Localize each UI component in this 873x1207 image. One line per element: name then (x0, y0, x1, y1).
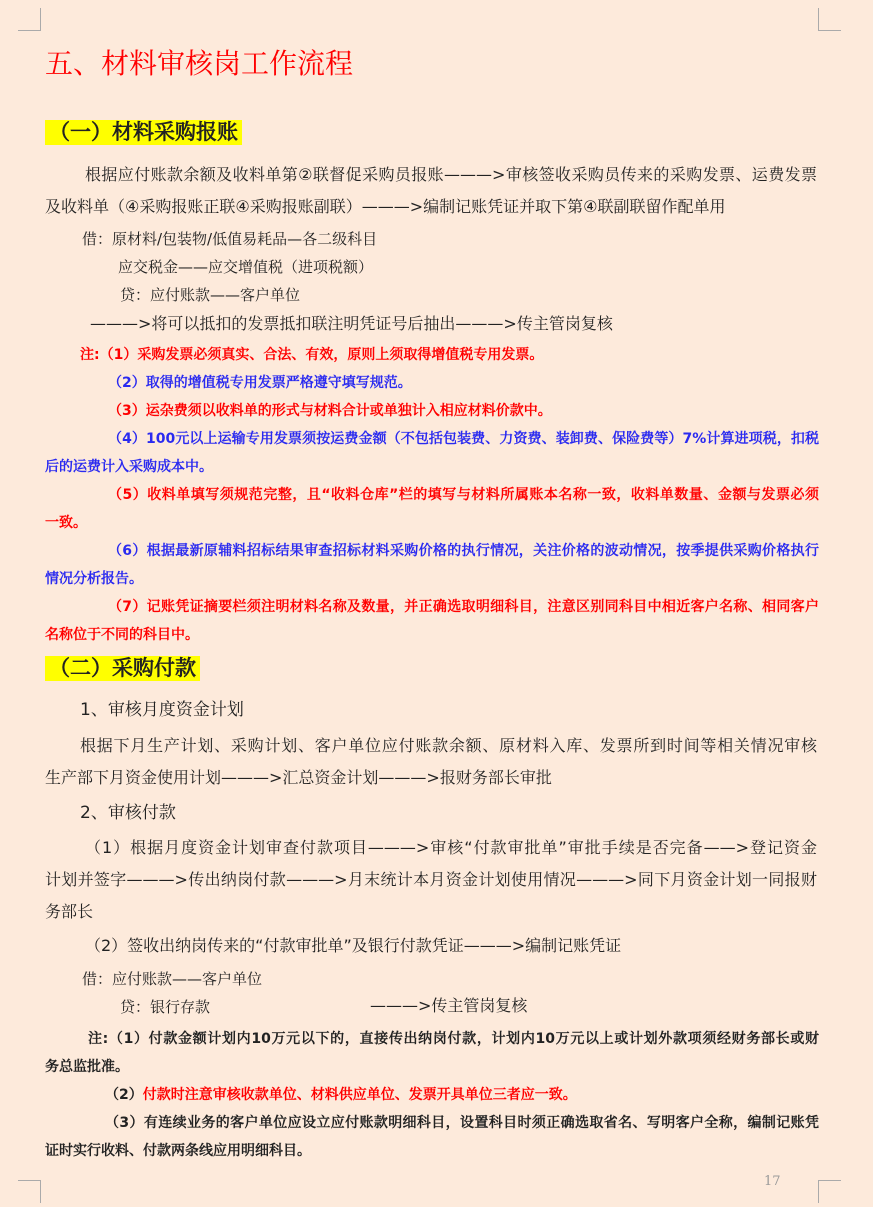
corner-mark (818, 1180, 841, 1203)
note-line: （4）100元以上运输专用发票须按运费金额（不包括包装费、力资费、装卸费、保险费等）7%计算进项税，扣税 (108, 431, 819, 447)
corner-mark (18, 8, 41, 31)
body-line: 生产部下月资金使用计划———>汇总资金计划———>报财务部长审批 (45, 768, 552, 787)
note-line: （3）运杂费须以收料单的形式与材料合计或单独计入相应材料价款中。 (108, 403, 552, 419)
note-line: （6）根据最新原辅料招标结果审查招标材料采购价格的执行情况，关注价格的波动情况，按季提供采购价格执行 (108, 543, 819, 559)
body-line: 及收料单（④采购报账正联④采购报账副联）———>编制记账凭证并取下第④联副联留作配单用 (45, 197, 726, 216)
note-text: 付款时注意审核收款单位、材料供应单位、发票开具单位三者应一致。 (142, 1087, 577, 1103)
journal-debit: 应交税金——应交增值税（进项税额） (118, 258, 374, 276)
note-line: （3）有连续业务的客户单位应设立应付账款明细科目，设置科目时须正确选取省名、写明客户全称，编制记账凭 (105, 1115, 819, 1131)
note-line: （7）记账凭证摘要栏须注明材料名称及数量，并正确选取明细科目，注意区别同科目中相近客户名称、相同客户 (108, 599, 819, 615)
note-number: （2） (105, 1087, 143, 1103)
corner-mark (18, 1180, 41, 1203)
subheading: 2、审核付款 (80, 803, 176, 823)
journal-credit: 贷：应付账款——客户单位 (120, 286, 301, 304)
note-line: 注:（1）采购发票必须真实、合法、有效，原则上须取得增值税专用发票。 (80, 347, 544, 363)
note-line: （5）收料单填写须规范完整，且“收料仓库”栏的填写与材料所属账本名称一致，收料单数量、金额与发票必须 (108, 487, 819, 503)
note-line: 注:（1）付款金额计划内10万元以下的，直接传出纳岗付款，计划内10万元以上或计划外款项须经财务部长或财 (88, 1031, 819, 1047)
note-line: 务总监批准。 (45, 1059, 129, 1075)
section-heading: （一）材料采购报账 (45, 120, 242, 145)
body-line: 根据应付账款余额及收料单第②联督促采购员报账———>审核签收采购员传来的采购发票、运费发票 (85, 165, 817, 184)
body-line: 计划并签字———>传出纳岗付款———>月末统计本月资金计划使用情况———>同下月资金计划一同报财 (45, 870, 817, 889)
note-line: 一致。 (45, 515, 87, 531)
journal-debit: 借：应付账款——客户单位 (82, 970, 263, 988)
note-line: 情况分析报告。 (45, 571, 143, 587)
note-line (105, 1087, 577, 1104)
note-line: （2）取得的增值税专用发票严格遵守填写规范。 (108, 375, 412, 391)
subheading: 1、审核月度资金计划 (80, 700, 244, 720)
section-heading: （二）采购付款 (45, 656, 200, 681)
body-line: 根据下月生产计划、采购计划、客户单位应付账款余额、原材料入库、发票所到时间等相关情况审核 (80, 736, 817, 755)
note-line: 名称位于不同的科目中。 (45, 627, 199, 643)
corner-mark (818, 8, 841, 31)
body-line: （2）签收出纳岗传来的“付款审批单”及银行付款凭证———>编制记账凭证 (85, 936, 622, 955)
note-line: 证时实行收料、付款两条线应用明细科目。 (45, 1143, 311, 1159)
note-line: 后的运费计入采购成本中。 (45, 459, 213, 475)
page-title: 五、材料审核岗工作流程 (45, 47, 354, 80)
body-line: 务部长 (45, 902, 94, 921)
journal-debit: 借：原材料/包装物/低值易耗品—各二级科目 (82, 230, 378, 248)
journal-credit: 贷：银行存款 (120, 998, 211, 1016)
body-line: （1）根据月度资金计划审查付款项目———>审核“付款审批单”审批手续是否完备——>登记资金 (85, 838, 817, 857)
body-line: ———>将可以抵扣的发票抵扣联注明凭证号后抽出———>传主管岗复核 (90, 314, 613, 333)
body-line: ———>传主管岗复核 (370, 996, 528, 1015)
page-number: 17 (764, 1174, 781, 1189)
